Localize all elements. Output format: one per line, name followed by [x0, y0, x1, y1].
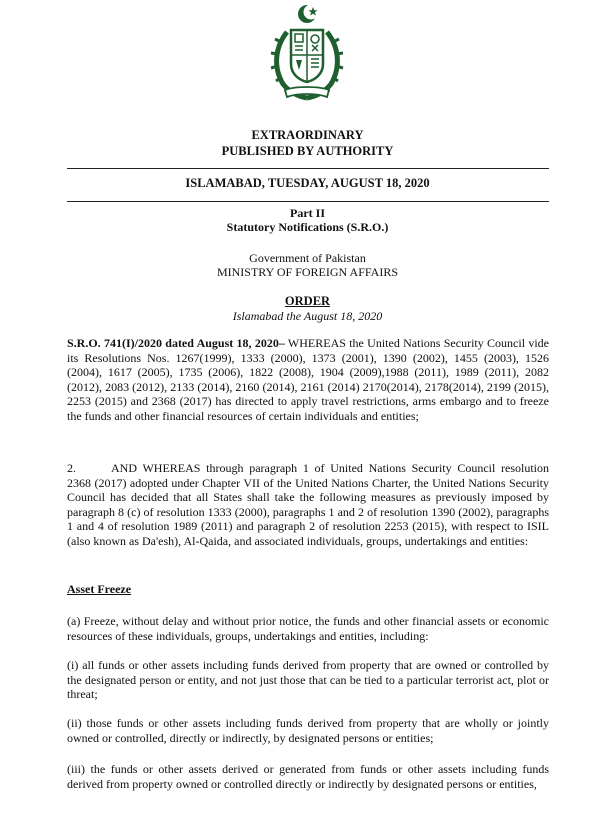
government-name: Government of Pakistan [249, 251, 366, 265]
paragraph-1-body: WHEREAS the United Nations Security Council vide its Resolutions Nos. 1267(1999), 1333 (2000), 1373 (2001), 1390 (2002), 1455 (2003), 1526 (2004), 1617 (2005), 1735 (2006), 1822 (2008), 1904 (2009),1988 (2011), 1989 (2011), 2082 (2012), 2083 (2012), 2133 (2014), 2160 (2014), 2161 (2014) 2170(2014), 2178(2014), 2199 (2015), 2253 (2015) and 2368 (2017) has directed to apply travel restrictions, arms embargo and to freeze the funds and other financial resources of certain individuals and entities; [67, 336, 549, 423]
divider-bottom [67, 201, 549, 202]
paragraph-1 [67, 336, 549, 424]
clause-i: (i) all funds or other assets including funds derived from property that are owned or controlled by the designated person or entity, and not just those that can be tied to a particular terrorist act, plot or threat; [67, 658, 549, 702]
clause-ii: (ii) those funds or other assets including funds derived from property that are wholly or jointly owned or controlled, directly or indirectly, by designated persons or entities; [67, 716, 549, 745]
order-place-date: Islamabad the August 18, 2020 [232, 309, 383, 323]
paragraph-2-body: AND WHEREAS through paragraph 1 of United Nations Security Council resolution 2368 (2017) adopted under Chapter VII of the United Nations Charter, the United Nations Security Council has decided that all States shall take the following measures as previously imposed by paragraph 8 (c) of resolution 1333 (2000), paragraphs 1 and 2 of resolution 1390 (2002), paragraphs 1 and 4 of resolution 1989 (2011) and paragraph 2 of resolution 2253 (2015), with respect to ISIL (also known as Da'esh), Al-Qaida, and associated individuals, groups, undertakings and entities: [67, 461, 549, 548]
dateline: ISLAMABAD, TUESDAY, AUGUST 18, 2020 [185, 176, 430, 190]
part-title: Part II [290, 206, 325, 220]
published-by-authority: PUBLISHED BY AUTHORITY [221, 144, 394, 158]
sro-reference: S.R.O. 741(I)/2020 dated August 18, 2020– [67, 336, 285, 350]
divider-top [67, 168, 549, 169]
asset-freeze-heading: Asset Freeze [67, 582, 132, 596]
order-title: ORDER [284, 294, 331, 308]
part-subtitle: Statutory Notifications (S.R.O.) [226, 220, 389, 234]
extraordinary-heading: EXTRAORDINARY [251, 128, 364, 142]
paragraph-2 [67, 461, 549, 549]
clause-a: (a) Freeze, without delay and without prior notice, the funds and other financial assets or economic resources of these individuals, groups, undertakings and entities, including: [67, 614, 549, 643]
state-emblem-icon [257, 2, 357, 104]
paragraph-2-number: 2. [67, 461, 76, 475]
ministry-name: MINISTRY OF FOREIGN AFFAIRS [216, 265, 399, 279]
clause-iii: (iii) the funds or other assets derived or generated from funds or other assets including funds derived from property owned or controlled directly or indirectly by designated persons or entities, [67, 762, 549, 791]
